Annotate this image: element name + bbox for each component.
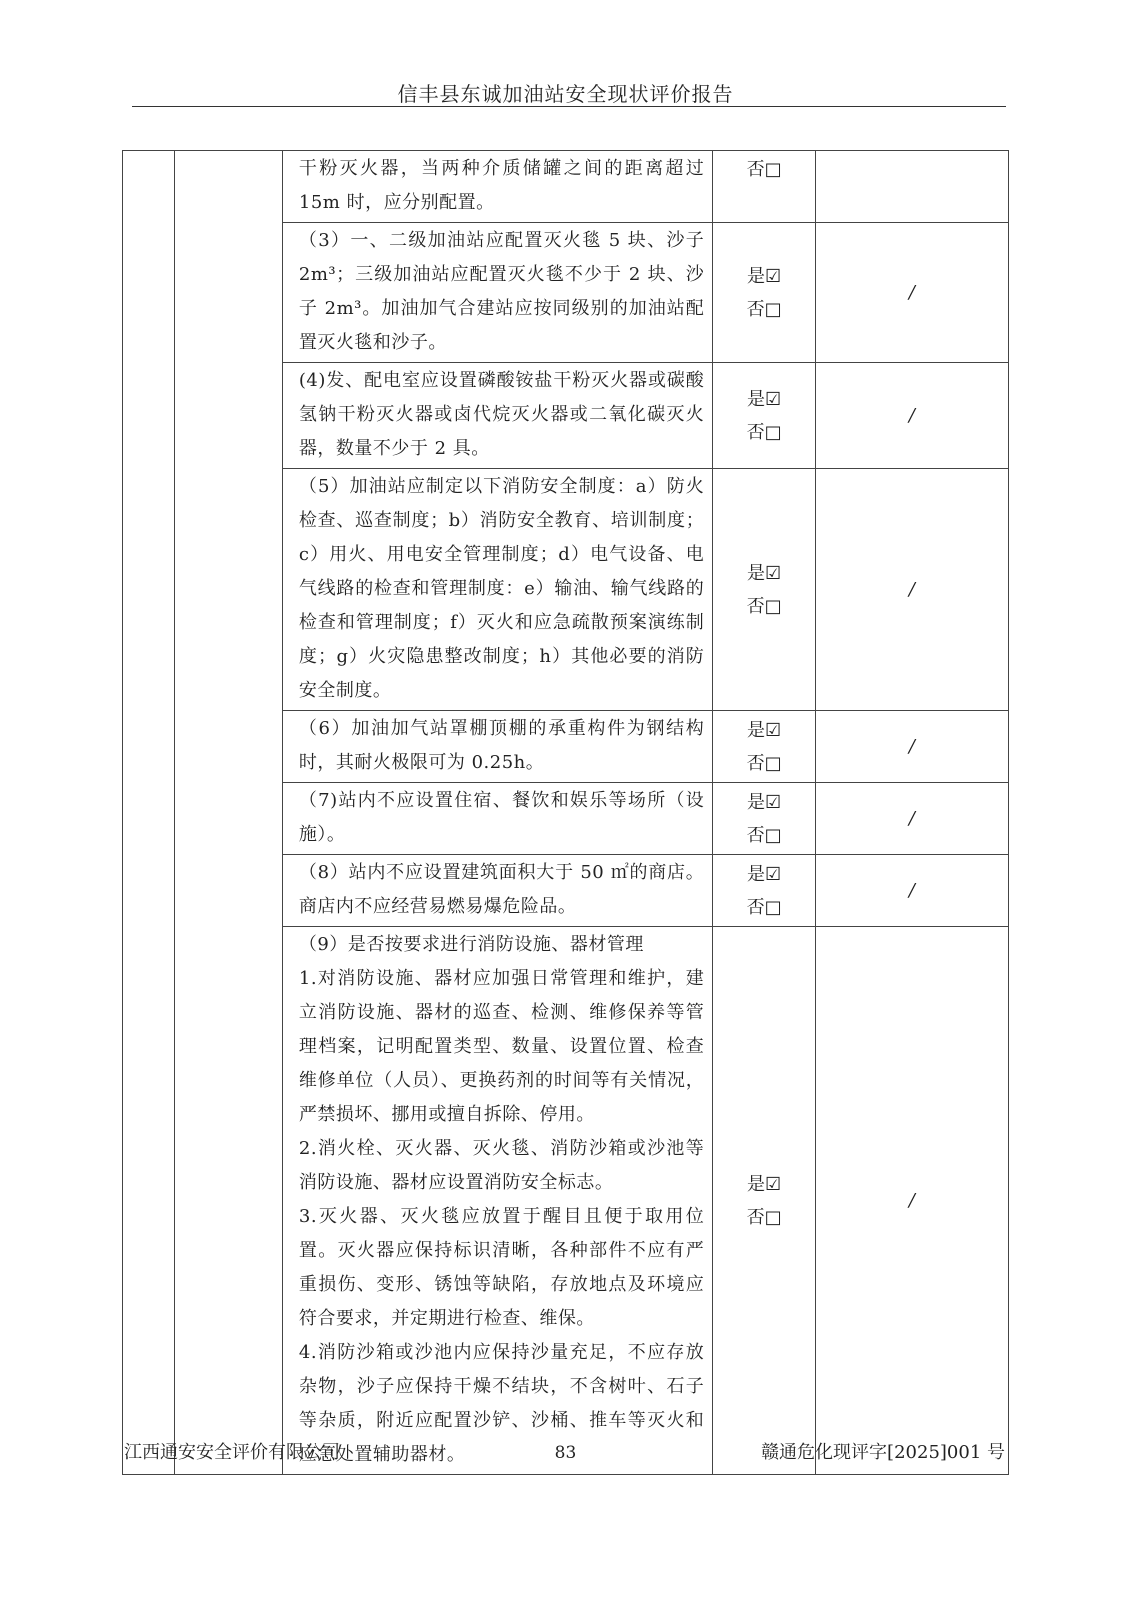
requirement-cell xyxy=(282,363,712,469)
check-cell xyxy=(713,855,816,927)
check-cell xyxy=(713,783,816,855)
remark-cell: / xyxy=(815,783,1008,855)
check-cell xyxy=(713,223,816,363)
requirement-cell xyxy=(282,223,712,363)
requirement-text: （7)站内不应设置住宿、餐饮和娱乐等场所（设施）。 xyxy=(298,790,705,845)
requirement-heading: （9）是否按要求进行消防设施、器材管理 xyxy=(298,934,644,955)
requirement-cell xyxy=(282,855,712,927)
footer-company: 江西通安安全评价有限公司 xyxy=(124,1442,340,1463)
check-yes[interactable]: 是☑ xyxy=(747,1173,782,1195)
requirement-clause-3: 3.灭火器、灭火毯应放置于醒目且便于取用位置。灭火器应保持标识清晰，各种部件不应有严重损伤、变形、锈蚀等缺陷，存放地点及环境应符合要求，并定期进行检查、维保。 xyxy=(298,1206,705,1329)
requirement-cell xyxy=(282,783,712,855)
check-cell xyxy=(713,363,816,469)
check-no[interactable]: 否□ xyxy=(746,1206,782,1228)
remark-cell: / xyxy=(815,711,1008,783)
category-cell xyxy=(123,151,175,1475)
requirement-text: （8）站内不应设置建筑面积大于 50 ㎡的商店。商店内不应经营易燃易爆危险品。 xyxy=(298,862,705,917)
remark-cell xyxy=(815,151,1008,223)
check-yes[interactable]: 是☑ xyxy=(747,388,782,410)
checklist-table xyxy=(122,150,1009,1475)
requirement-clause-4: 4.消防沙箱或沙池内应保持沙量充足，不应存放杂物，沙子应保持干燥不结块，不含树叶、石子等杂质，附近应配置沙铲、沙桶、推车等灭火和应急处置辅助器材。 xyxy=(298,1342,705,1465)
remark-cell: / xyxy=(815,927,1008,1475)
item-cell xyxy=(175,151,283,1475)
requirement-cell xyxy=(282,711,712,783)
check-cell xyxy=(713,151,816,223)
check-no[interactable]: 否□ xyxy=(746,595,782,617)
check-yes[interactable]: 是☑ xyxy=(747,719,782,741)
check-no[interactable]: 否□ xyxy=(746,752,782,774)
requirement-text: （5）加油站应制定以下消防安全制度：a）防火检查、巡查制度；b）消防安全教育、培训制度；c）用火、用电安全管理制度；d）电气设备、电气线路的检查和管理制度：e）输油、输气线路的检查和管理制度；f）灭火和应急疏散预案演练制度；g）火灾隐患整改制度；h）其他必要的消防安全制度。 xyxy=(298,476,705,701)
check-no[interactable]: 否□ xyxy=(746,159,782,180)
requirement-text: 干粉灭火器，当两种介质储罐之间的距离超过15m 时，应分别配置。 xyxy=(298,158,705,213)
requirement-clause-2: 2.消火栓、灭火器、灭火毯、消防沙箱或沙池等消防设施、器材应设置消防安全标志。 xyxy=(298,1138,705,1193)
check-yes[interactable]: 是☑ xyxy=(747,863,782,885)
footer-doc-number: 赣通危化现评字[2025]001 号 xyxy=(761,1442,1005,1463)
remark-cell: / xyxy=(815,223,1008,363)
check-no[interactable]: 否□ xyxy=(746,421,782,443)
page-header-title: 信丰县东诚加油站安全现状评价报告 xyxy=(397,82,734,106)
requirement-cell xyxy=(282,469,712,711)
requirement-cell xyxy=(282,151,712,223)
check-cell xyxy=(713,927,816,1475)
remark-cell: / xyxy=(815,469,1008,711)
check-no[interactable]: 否□ xyxy=(746,298,782,320)
check-no[interactable]: 否□ xyxy=(746,824,782,846)
check-no[interactable]: 否□ xyxy=(746,896,782,918)
requirement-text: (4)发、配电室应设置磷酸铵盐干粉灭火器或碳酸氢钠干粉灭火器或卤代烷灭火器或二氧化碳灭火器，数量不少于 2 具。 xyxy=(298,370,705,459)
header-rule xyxy=(132,106,1006,107)
remark-cell: / xyxy=(815,363,1008,469)
check-cell xyxy=(713,711,816,783)
footer-page-number: 83 xyxy=(554,1443,577,1463)
requirement-cell xyxy=(282,927,712,1475)
requirement-text: （6）加油加气站罩棚顶棚的承重构件为钢结构时，其耐火极限可为 0.25h。 xyxy=(298,718,705,773)
requirement-text: （3）一、二级加油站应配置灭火毯 5 块、沙子 2m³；三级加油站应配置灭火毯不少于 2 块、沙子 2m³。加油加气合建站应按同级别的加油站配置灭火毯和沙子。 xyxy=(298,230,705,353)
requirement-clause-1: 1.对消防设施、器材应加强日常管理和维护，建立消防设施、器材的巡查、检测、维修保养等管理档案，记明配置类型、数量、设置位置、检查维修单位（人员）、更换药剂的时间等有关情况，严禁损坏、挪用或擅自拆除、停用。 xyxy=(298,968,705,1125)
check-yes[interactable]: 是☑ xyxy=(747,265,782,287)
check-yes[interactable]: 是☑ xyxy=(747,562,782,584)
table-row xyxy=(123,151,1009,223)
check-cell xyxy=(713,469,816,711)
remark-cell: / xyxy=(815,855,1008,927)
check-yes[interactable]: 是☑ xyxy=(747,791,782,813)
